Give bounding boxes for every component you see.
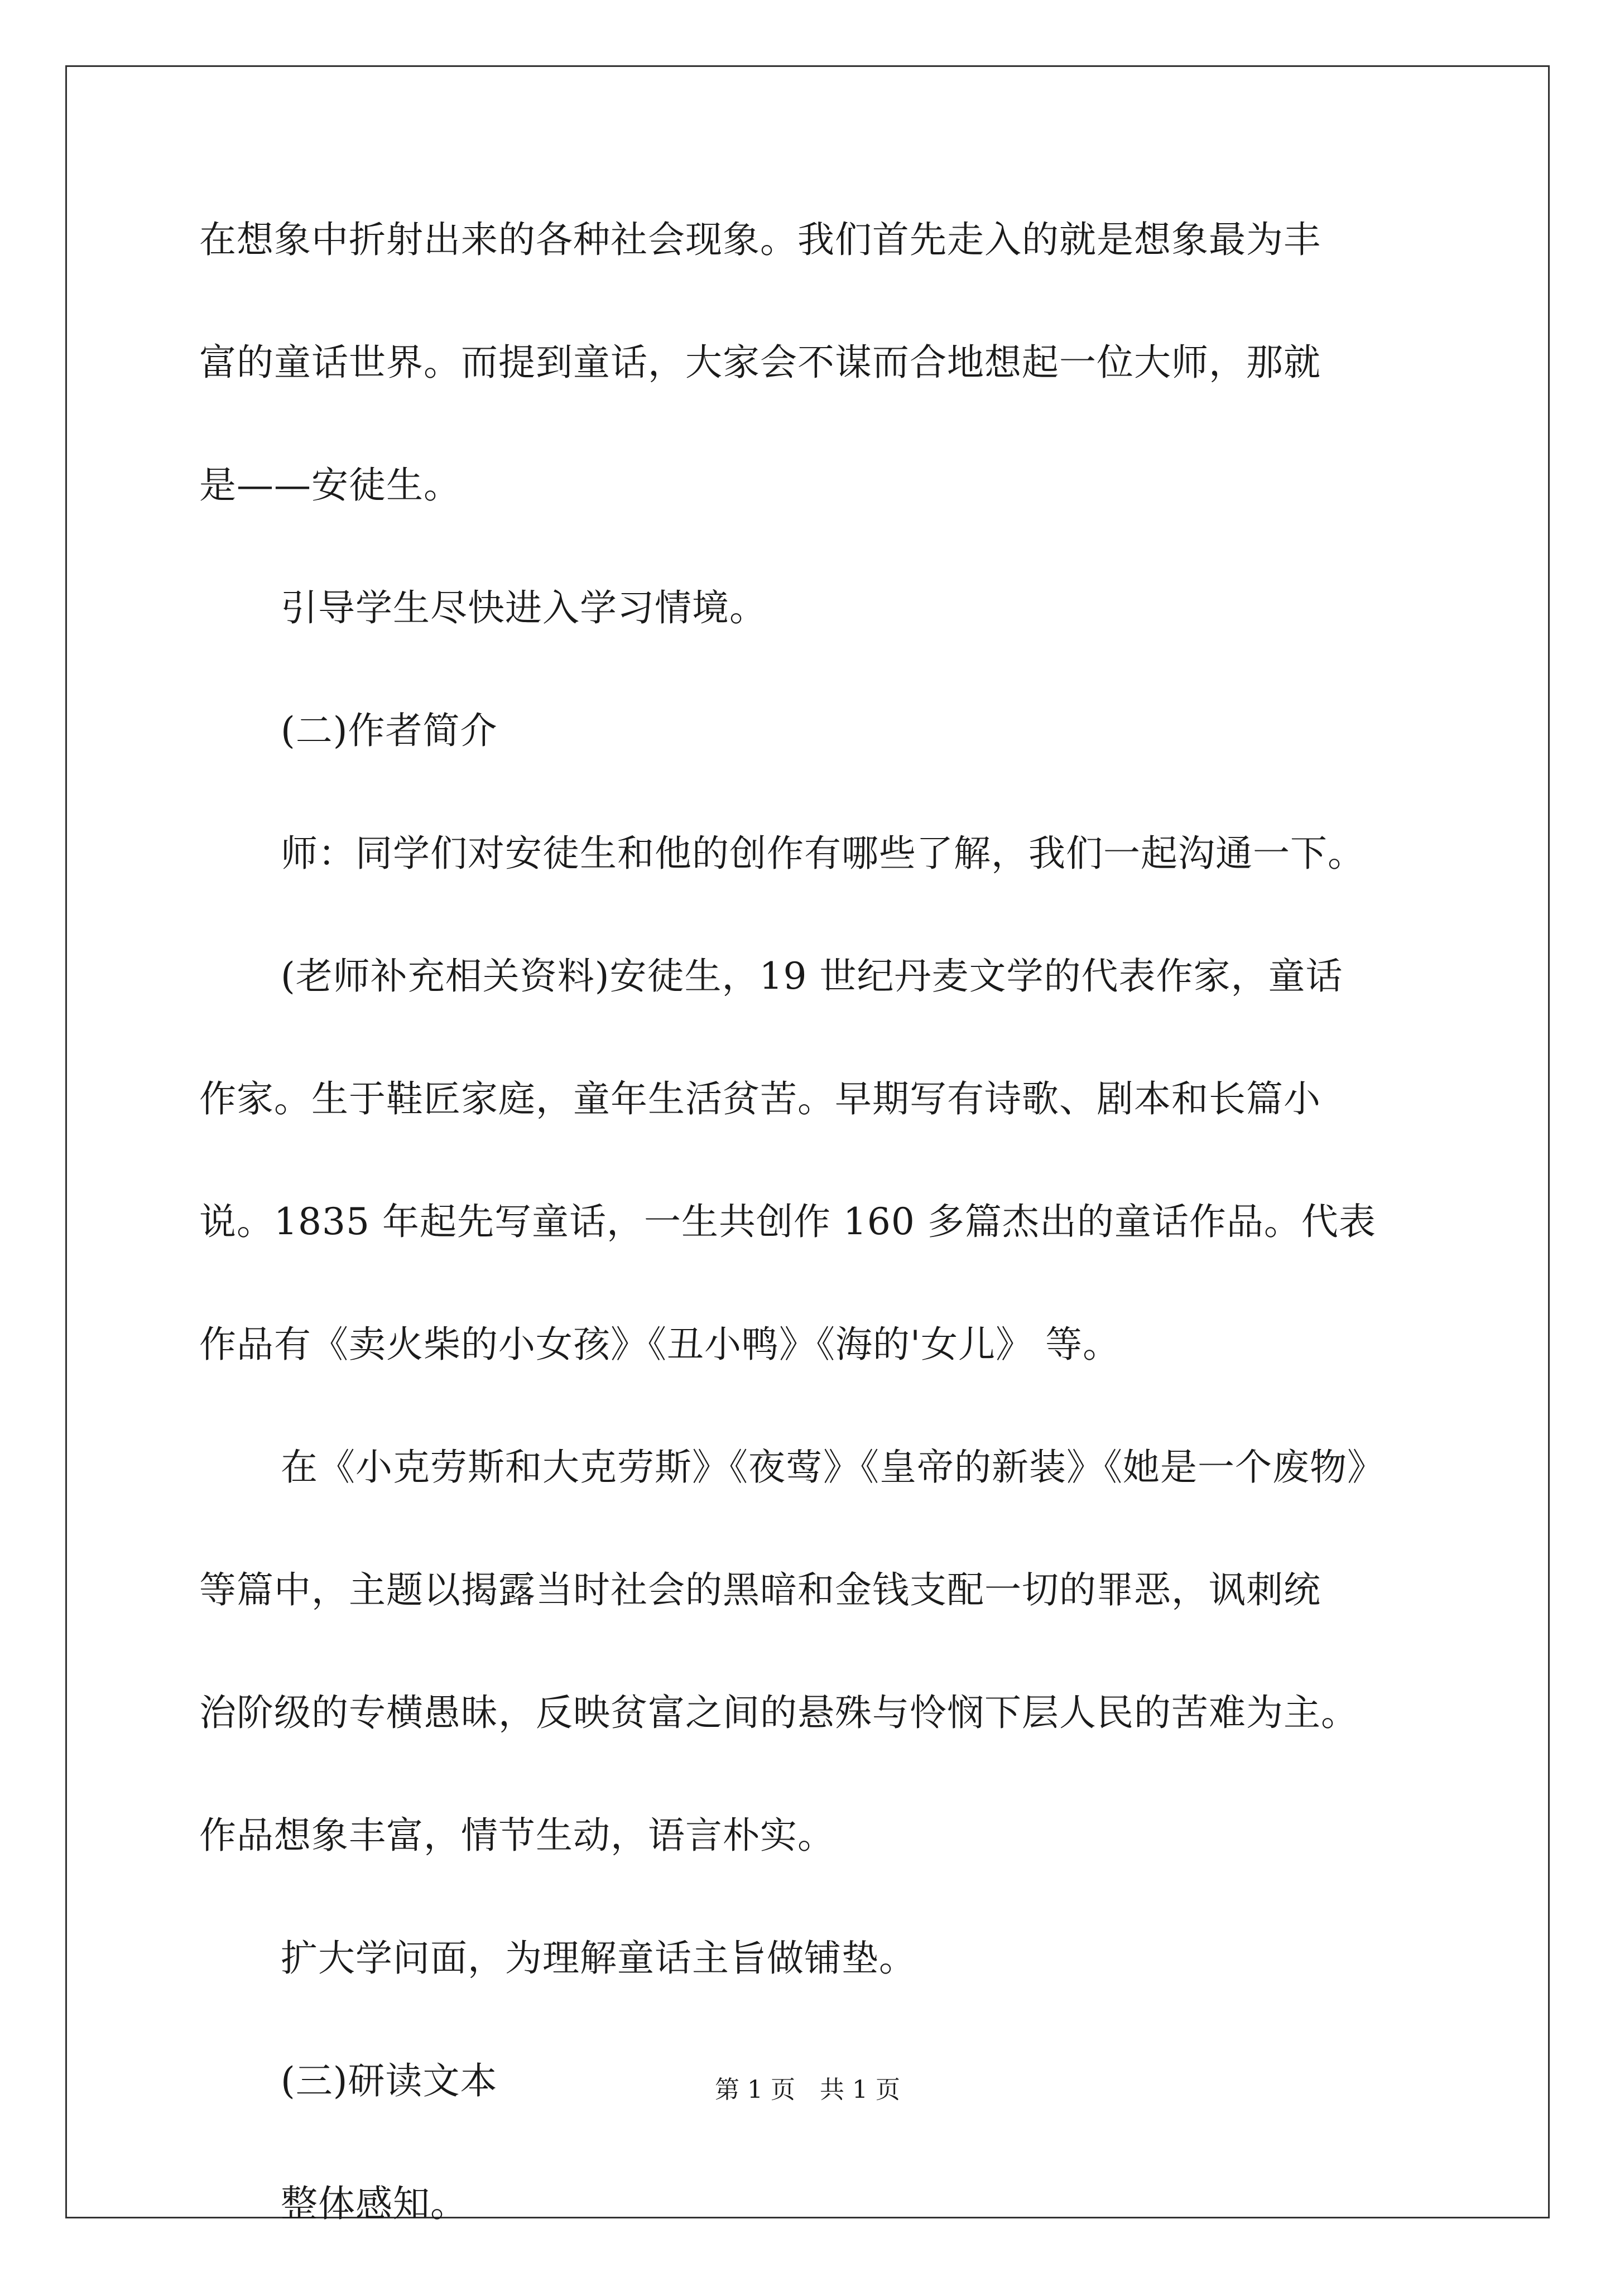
- text-line: 是——安徒生。: [199, 464, 461, 507]
- text-line: (老师补充相关资料)安徒生，19 世纪丹麦文学的代表作家，童话: [281, 955, 1343, 998]
- text-line: 作品想象丰富，情节生动，语言朴实。: [199, 1814, 835, 1857]
- text-line: 说。1835 年起先写童话，一生共创作 160 多篇杰出的童话作品。代表: [199, 1200, 1376, 1243]
- page-footer: 第 1 页 共 1 页: [715, 2076, 900, 2104]
- text-line: 在想象中折射出来的各种社会现象。我们首先走入的就是想象最为丰: [199, 218, 1321, 261]
- text-line: 扩大学问面，为理解童话主旨做铺垫。: [281, 1937, 916, 1980]
- document-body: [199, 209, 1427, 2296]
- text-line: 作品有《卖火柴的小女孩》《丑小鸭》《海的'女儿》 等。: [199, 1323, 1121, 1366]
- text-line: 在《小克劳斯和大克劳斯》《夜莺》《皇帝的新装》《她是一个废物》: [281, 1446, 1385, 1489]
- text-line: 师：同学们对安徒生和他的创作有哪些了解，我们一起沟通一下。: [281, 832, 1365, 875]
- text-line: 等篇中，主题以揭露当时社会的黑暗和金钱支配一切的罪恶，讽刺统: [199, 1568, 1321, 1611]
- text-line: 整体感知。: [281, 2182, 468, 2225]
- section-heading: (三)研读文本: [281, 2059, 498, 2102]
- text-line: 作家。生于鞋匠家庭，童年生活贫苦。早期写有诗歌、剧本和长篇小: [199, 1077, 1321, 1120]
- text-line: 引导学生尽快进入学习情境。: [281, 586, 767, 629]
- text-line: 富的童话世界。而提到童话，大家会不谋而合地想起一位大师，那就: [199, 341, 1321, 384]
- section-heading: (二)作者简介: [281, 709, 498, 752]
- text-line: 治阶级的专横愚昧，反映贫富之间的悬殊与怜悯下层人民的苦难为主。: [199, 1691, 1358, 1734]
